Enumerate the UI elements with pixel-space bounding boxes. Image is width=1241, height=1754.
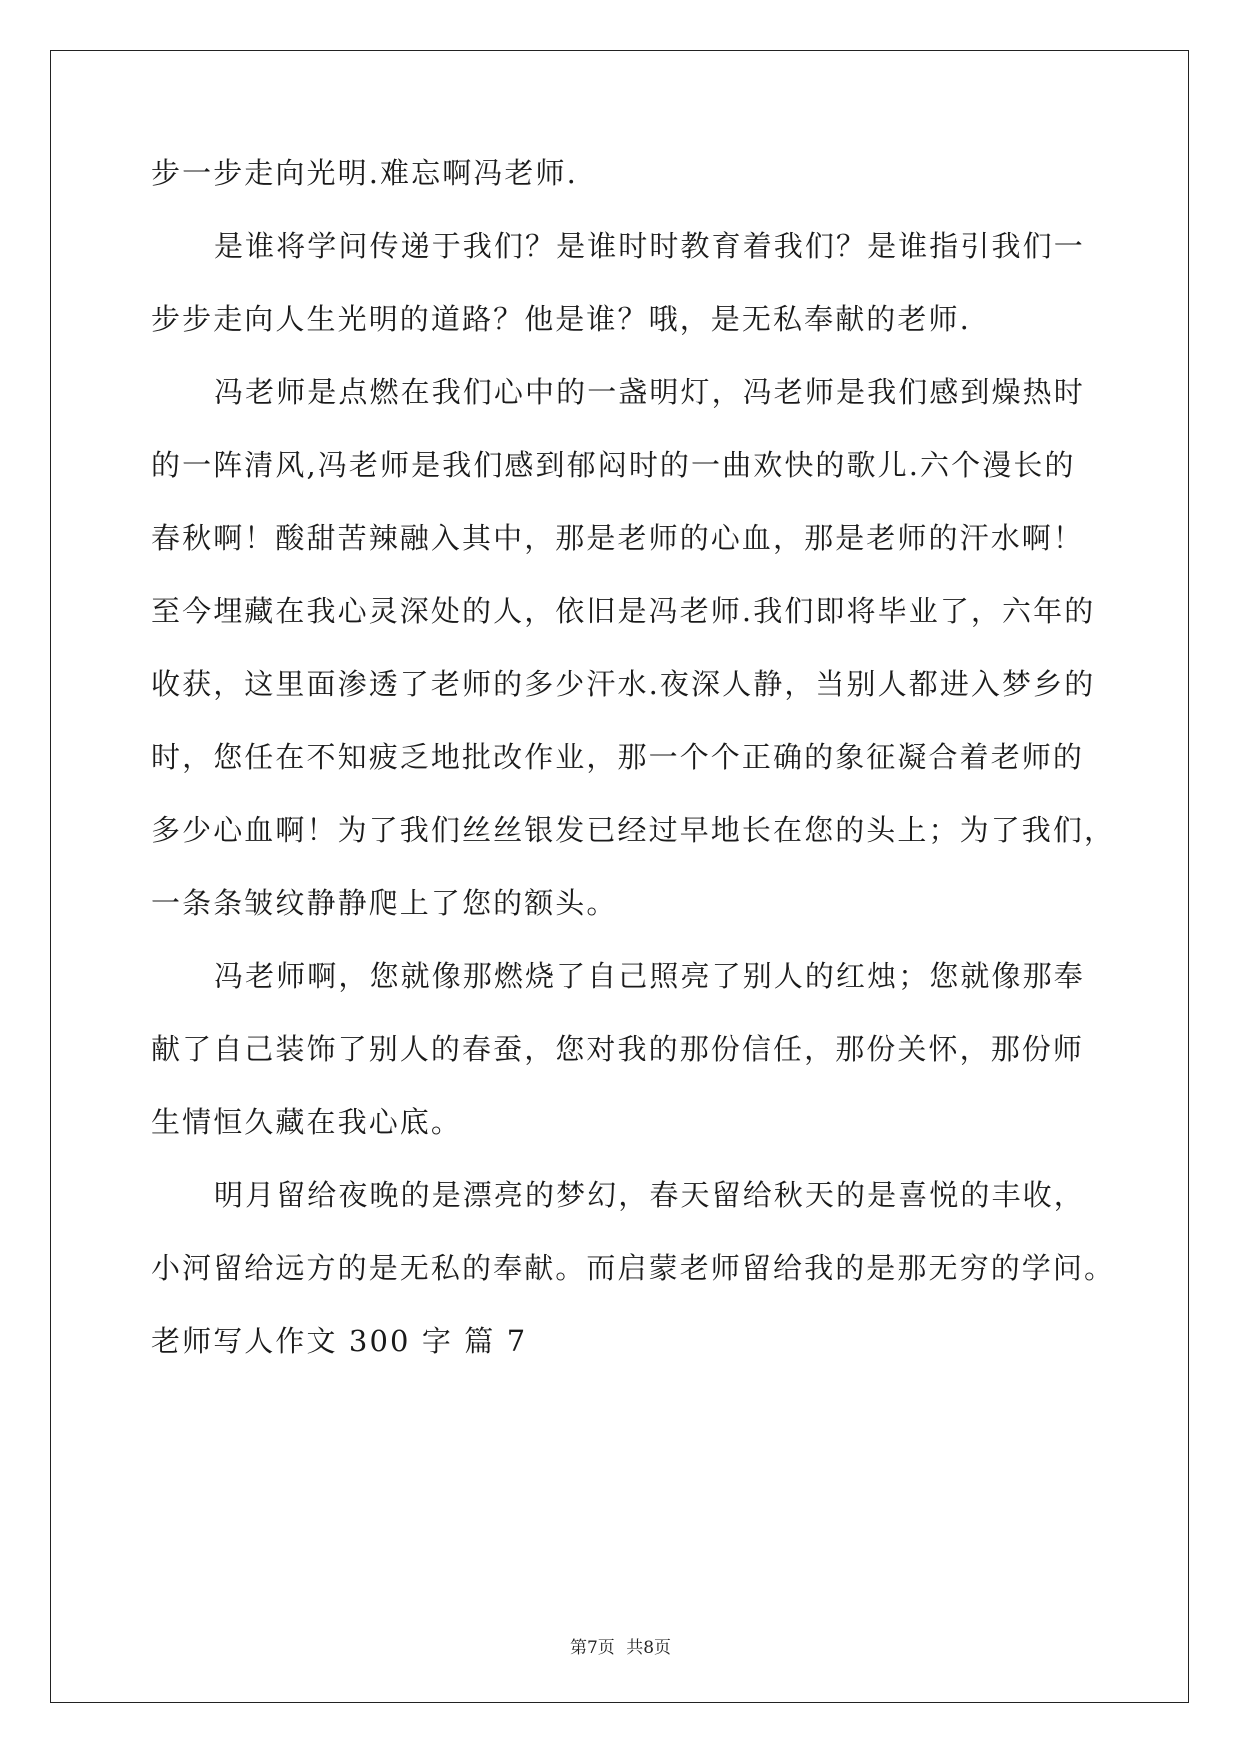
page-number: 第7页 [569,1638,615,1658]
page-footer [0,1636,1241,1660]
paragraph-line: 冯老师是点燃在我们心中的一盏明灯，冯老师是我们感到燥热时 [214,375,1085,409]
paragraph-line: 至今埋藏在我心灵深处的人，依旧是冯老师.我们即将毕业了，六年的 [151,594,1096,628]
paragraph-line: 小河留给远方的是无私的奉献。而启蒙老师留给我的是那无穷的学问。 [151,1251,1116,1285]
paragraph-line: 收获，这里面渗透了老师的多少汗水.夜深人静，当别人都进入梦乡的 [151,667,1096,701]
section-heading: 老师写人作文 300 字 篇 7 [151,1324,528,1358]
paragraph-line: 的一阵清风,冯老师是我们感到郁闷时的一曲欢快的歌儿.六个漫长的 [151,448,1076,482]
paragraph-line: 步步走向人生光明的道路？他是谁？哦，是无私奉献的老师. [151,302,971,336]
page-frame [50,50,1189,1703]
paragraph-line: 献了自己装饰了别人的春蚕，您对我的那份信任，那份关怀，那份师 [151,1032,1085,1066]
paragraph-line: 生情恒久藏在我心底。 [151,1105,463,1139]
page-total: 共8页 [626,1638,672,1658]
paragraph-line: 步一步走向光明.难忘啊冯老师. [151,156,578,190]
paragraph-line: 多少心血啊！为了我们丝丝银发已经过早地长在您的头上；为了我们， [151,813,1116,847]
paragraph-line: 冯老师啊，您就像那燃烧了自己照亮了别人的红烛；您就像那奉 [214,959,1085,993]
paragraph-line: 时，您任在不知疲乏地批改作业，那一个个正确的象征凝合着老师的 [151,740,1085,774]
paragraph-line: 春秋啊！酸甜苦辣融入其中，那是老师的心血，那是老师的汗水啊！ [151,521,1085,555]
paragraph-line: 明月留给夜晚的是漂亮的梦幻，春天留给秋天的是喜悦的丰收， [214,1178,1085,1212]
paragraph-line: 是谁将学问传递于我们？是谁时时教育着我们？是谁指引我们一 [214,229,1085,263]
paragraph-line: 一条条皱纹静静爬上了您的额头。 [151,886,618,920]
